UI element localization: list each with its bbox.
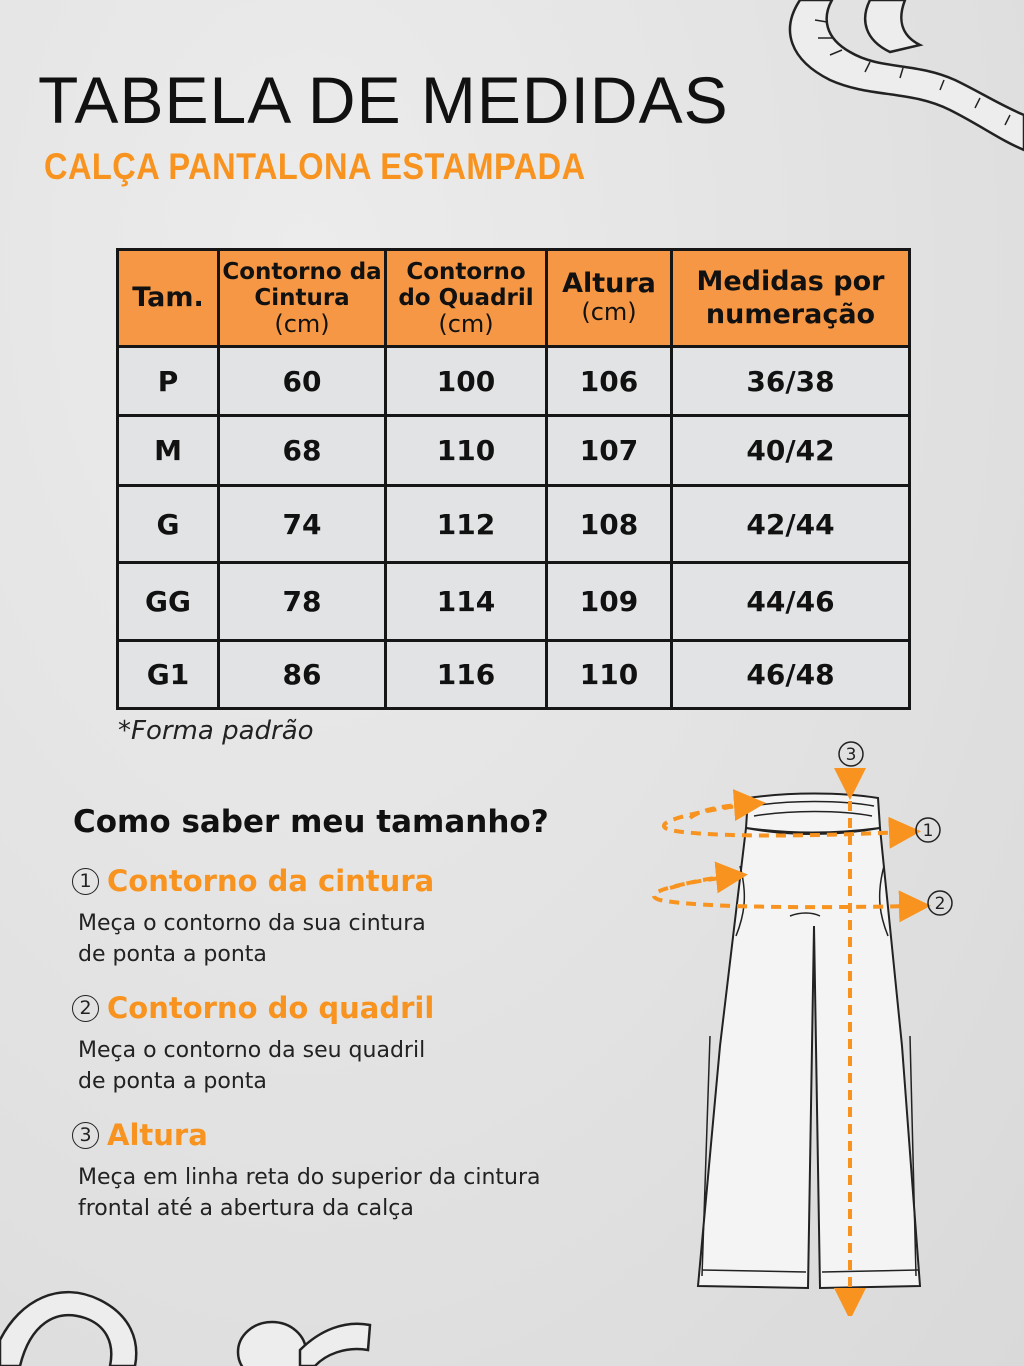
marker-2: 2 — [934, 894, 946, 914]
step-description: Meça o contorno da sua cintura de ponta a ponta — [78, 911, 426, 967]
step-label: Altura — [107, 1118, 208, 1152]
standard-fit-note: *Forma padrão — [118, 716, 314, 746]
cell-numbering: 36/38 — [672, 347, 910, 416]
step-label: Contorno do quadril — [107, 991, 435, 1025]
step-description: Meça em linha reta do superior da cintura frontal até a abertura da calça — [78, 1165, 541, 1221]
cell-size: G — [118, 486, 219, 563]
cell-numbering: 40/42 — [672, 416, 910, 486]
table-header-row — [118, 250, 910, 347]
cell-hip: 110 — [386, 416, 547, 486]
page-title: TABELA DE MEDIDAS — [38, 63, 729, 137]
cell-waist: 60 — [219, 347, 386, 416]
column-header-hip: Contorno do Quadril (cm) — [386, 250, 547, 347]
marker-1: 1 — [922, 821, 934, 841]
cell-size: P — [118, 347, 219, 416]
pants-measurement-icon — [640, 736, 970, 1316]
table-row — [118, 486, 910, 563]
cell-height: 106 — [547, 347, 672, 416]
howto-title: Como saber meu tamanho? — [73, 804, 549, 840]
cell-waist: 74 — [219, 486, 386, 563]
table-row — [118, 416, 910, 486]
measuring-tape-icon — [0, 1280, 380, 1366]
cell-height: 110 — [547, 641, 672, 709]
cell-size: G1 — [118, 641, 219, 709]
cell-waist: 68 — [219, 416, 386, 486]
column-header-waist: Contorno da Cintura (cm) — [219, 250, 386, 347]
column-header-height: Altura (cm) — [547, 250, 672, 347]
marker-3: 3 — [845, 745, 857, 765]
step-height — [72, 1118, 592, 1224]
cell-hip: 100 — [386, 347, 547, 416]
column-header-size: Tam. — [118, 250, 219, 347]
cell-hip: 114 — [386, 563, 547, 641]
column-header-numbering: Medidas por numeração — [672, 250, 910, 347]
cell-height: 108 — [547, 486, 672, 563]
size-table — [116, 248, 911, 710]
table-row — [118, 563, 910, 641]
table-row — [118, 347, 910, 416]
step-description: Meça o contorno da seu quadril de ponta a ponta — [78, 1038, 426, 1094]
cell-size: GG — [118, 563, 219, 641]
cell-height: 109 — [547, 563, 672, 641]
cell-hip: 112 — [386, 486, 547, 563]
measuring-tape-icon — [770, 0, 1024, 160]
step-label: Contorno da cintura — [107, 864, 435, 898]
cell-size: M — [118, 416, 219, 486]
cell-height: 107 — [547, 416, 672, 486]
cell-numbering: 42/44 — [672, 486, 910, 563]
step-number-badge: 2 — [72, 995, 99, 1022]
cell-hip: 116 — [386, 641, 547, 709]
table-row — [118, 641, 910, 709]
step-number-badge: 1 — [72, 868, 99, 895]
cell-waist: 86 — [219, 641, 386, 709]
cell-numbering: 44/46 — [672, 563, 910, 641]
step-number-badge: 3 — [72, 1122, 99, 1149]
step-hip — [72, 991, 592, 1097]
cell-waist: 78 — [219, 563, 386, 641]
cell-numbering: 46/48 — [672, 641, 910, 709]
page-subtitle: CALÇA PANTALONA ESTAMPADA — [44, 146, 586, 187]
step-waist — [72, 864, 592, 970]
